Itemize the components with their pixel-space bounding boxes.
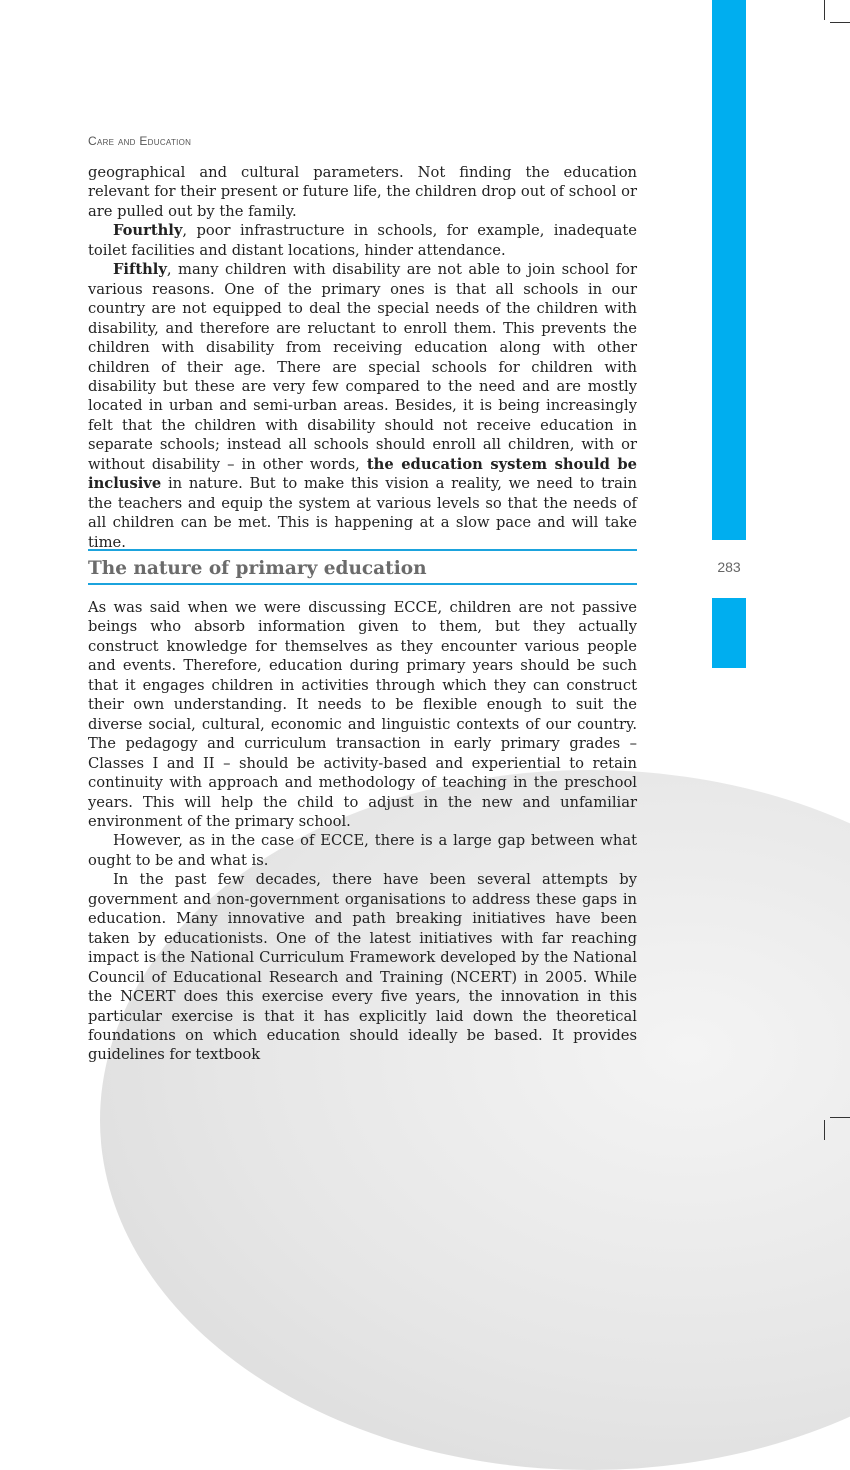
text-block-primary-education — [88, 598, 637, 1065]
term-fifthly: Fifthly — [113, 261, 167, 279]
margin-accent-bar-middle — [712, 598, 746, 668]
page-number: 283 — [717, 559, 741, 575]
text-block-continued — [88, 163, 637, 552]
paragraph-fifthly-text-b: in nature. But to make this vision a reality, we need to train the teachers and equip the system at various levels so that the needs of all children can be met. This is happening at a slow pace and will take time. — [88, 475, 637, 551]
paragraph-fifthly-text-a: , many children with disability are not able to join school for various reasons. One of the primary ones is that all schools in our country are not equipped to deal the special needs of the children with disability, and therefore are reluctant to enroll them. This prevents the children with disability from receiving education along with other children of their age. There are special schools for children with disability but these are very few compared to the need and are mostly located in urban and semi-urban areas. Besides, it is being increasingly felt that the children with disability should not receive education in separate schools; instead all schools should enroll all children, with or without disability – in other words, — [88, 261, 637, 473]
paragraph-continued: geographical and cultural parameters. Not finding the education relevant for their present or future life, the children drop out of school or are pulled out by the family. — [88, 164, 637, 220]
paragraph-fourthly — [88, 221, 637, 260]
emphasis-inclusive: the education system should be inclusive — [88, 455, 637, 493]
paragraph-fifthly — [88, 260, 637, 552]
margin-accent-bar-top — [712, 0, 746, 540]
crop-mark-bottom-vertical — [824, 1120, 825, 1140]
section-heading-box — [88, 549, 637, 585]
paragraph-ecce: As was said when we were discussing ECCE, children are not passive beings who absorb information given to them, but they actually construct knowledge for themselves as they encounter various people and events. Therefore, education during primary years should be such that it engages children in activities through which they can construct their own understanding. It needs to be flexible enough to suit the diverse social, cultural, economic and linguistic contexts of our country. The pedagogy and curriculum transaction in early primary grades – Classes I and II – should be activity-based and experiential to retain continuity with approach and methodology of teaching in the preschool years. This will help the child to adjust in the new and unfamiliar environment of the primary school. — [88, 599, 637, 830]
crop-mark-top-horizontal — [830, 22, 850, 23]
crop-mark-bottom-horizontal — [830, 1117, 850, 1118]
paragraph-gap: However, as in the case of ECCE, there is a large gap between what ought to be and what is. — [88, 832, 637, 869]
crop-mark-top-vertical — [824, 0, 825, 20]
paragraph-fourthly-text: , poor infrastructure in schools, for example, inadequate toilet facilities and distant locations, hinder attendance. — [88, 222, 637, 259]
running-head: Care and Education — [88, 134, 192, 148]
term-fourthly: Fourthly — [113, 222, 183, 240]
paragraph-ncf: In the past few decades, there have been several attempts by government and non-government organisations to address these gaps in education. Many innovative and path breaking initiatives have been taken by educationists. One of the latest initiatives with far reaching impact is the National Curriculum Framework developed by the National Council of Educational Research and Training (NCERT) in 2005. While the NCERT does this exercise every five years, the innovation in this particular exercise is that it has explicitly laid down the theoretical foundations on which education should ideally be based. It provides guidelines for textbook — [88, 871, 637, 1064]
section-title: The nature of primary education — [88, 558, 427, 579]
